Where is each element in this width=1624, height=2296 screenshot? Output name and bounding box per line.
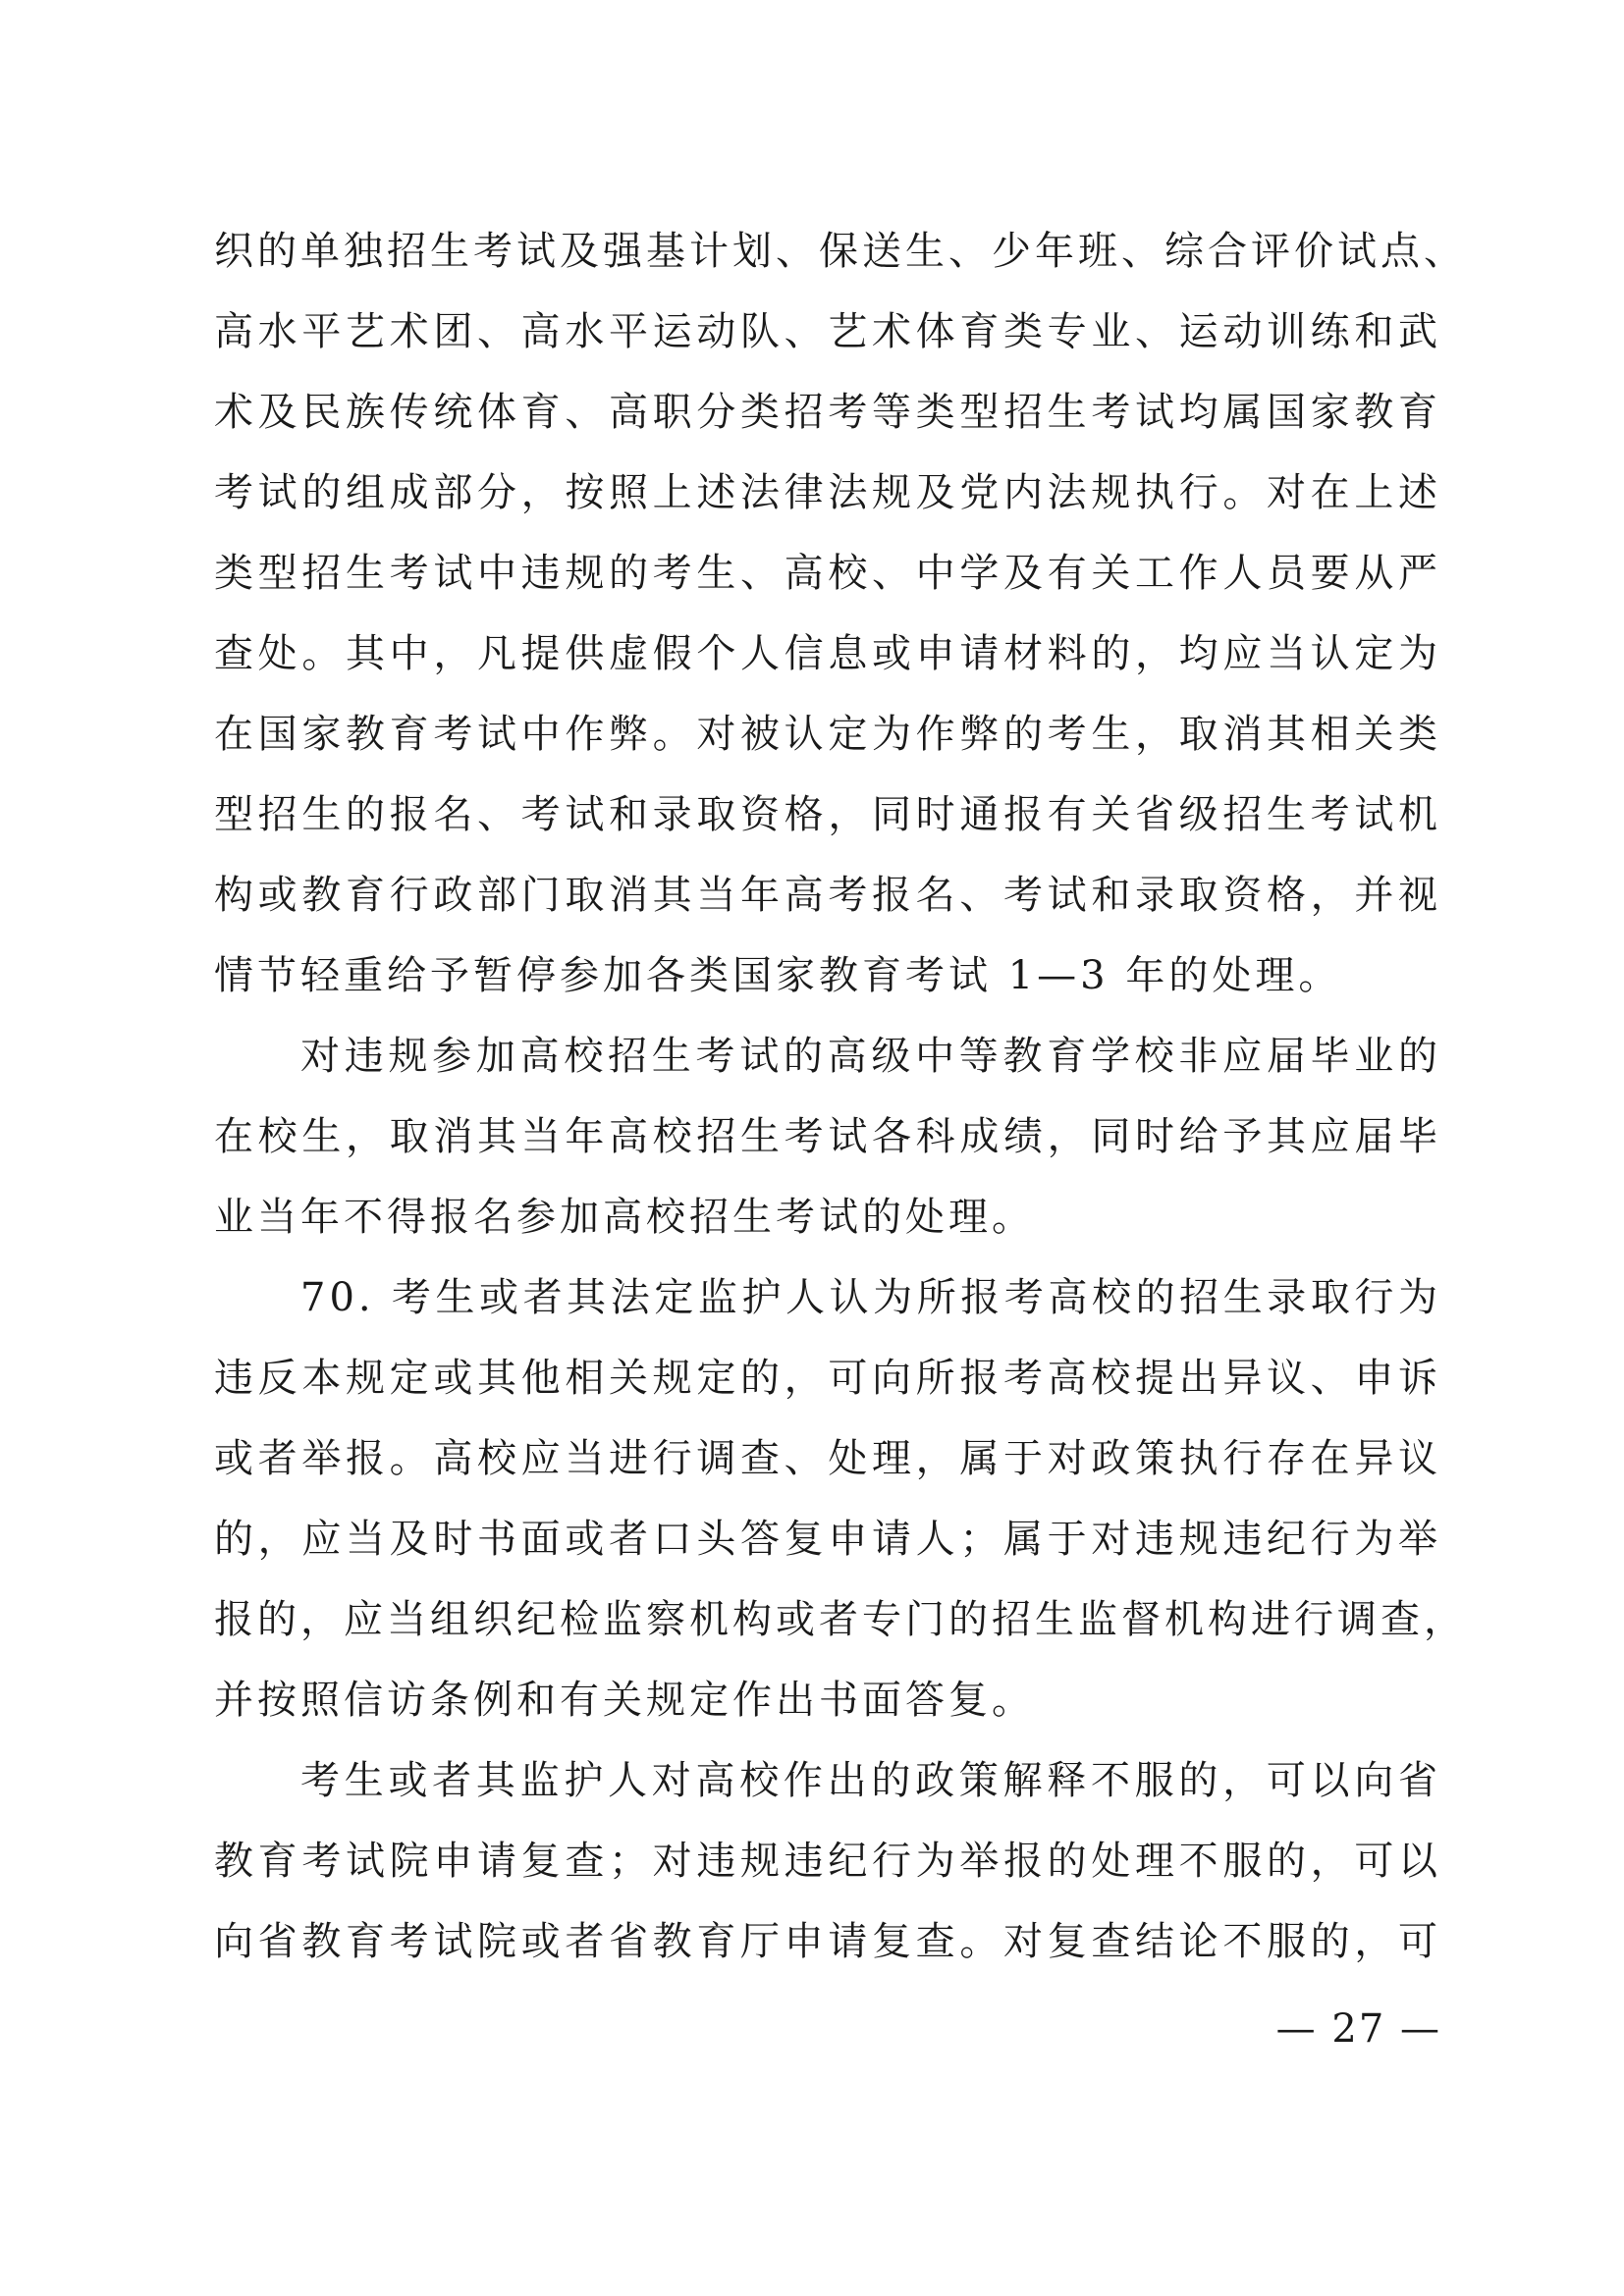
article-70-first-line: 70. 考生或者其法定监护人认为所报考高校的招生录取行为 [300, 1275, 1441, 1320]
text-line: 违反本规定或其他相关规定的，可向所报考高校提出异议、申诉 [214, 1356, 1441, 1401]
text-line: 考试的组成部分，按照上述法律法规及党内法规执行。对在上述 [214, 470, 1441, 515]
text-line: 或者举报。高校应当进行调查、处理，属于对政策执行存在异议 [214, 1436, 1441, 1481]
page-number: — 27 — [1275, 2006, 1441, 2052]
text-line: 织的单独招生考试及强基计划、保送生、少年班、综合评价试点、 [214, 229, 1467, 274]
text-line: 教育考试院申请复查；对违规违纪行为举报的处理不服的，可以 [214, 1839, 1441, 1884]
text-line: 报的，应当组织纪检监察机构或者专门的招生监督机构进行调查， [214, 1597, 1467, 1642]
document-body [214, 211, 1467, 1982]
text-line: 情节轻重给予暂停参加各类国家教育考试 1—3 年的处理。 [214, 953, 1342, 998]
text-line: 类型招生考试中违规的考生、高校、中学及有关工作人员要从严 [214, 551, 1441, 596]
text-line: 并按照信访条例和有关规定作出书面答复。 [214, 1678, 1035, 1723]
paragraph-first-line: 对违规参加高校招生考试的高级中等教育学校非应届毕业的 [300, 1034, 1441, 1079]
text-line: 在校生，取消其当年高校招生考试各科成绩，同时给予其应届毕 [214, 1114, 1441, 1159]
text-line: 向省教育考试院或者省教育厅申请复查。对复查结论不服的，可 [214, 1919, 1441, 1964]
text-line: 型招生的报名、考试和录取资格，同时通报有关省级招生考试机 [214, 792, 1441, 837]
text-line: 业当年不得报名参加高校招生考试的处理。 [214, 1195, 1035, 1240]
paragraph-first-line: 考生或者其监护人对高校作出的政策解释不服的，可以向省 [300, 1758, 1441, 1803]
text-line: 在国家教育考试中作弊。对被认定为作弊的考生，取消其相关类 [214, 712, 1441, 757]
text-line: 查处。其中，凡提供虚假个人信息或申请材料的，均应当认定为 [214, 631, 1441, 676]
text-line: 的，应当及时书面或者口头答复申请人；属于对违规违纪行为举 [214, 1517, 1441, 1562]
text-line: 构或教育行政部门取消其当年高考报名、考试和录取资格，并视 [214, 873, 1441, 918]
text-line: 高水平艺术团、高水平运动队、艺术体育类专业、运动训练和武 [214, 309, 1441, 354]
text-line: 术及民族传统体育、高职分类招考等类型招生考试均属国家教育 [214, 390, 1441, 435]
